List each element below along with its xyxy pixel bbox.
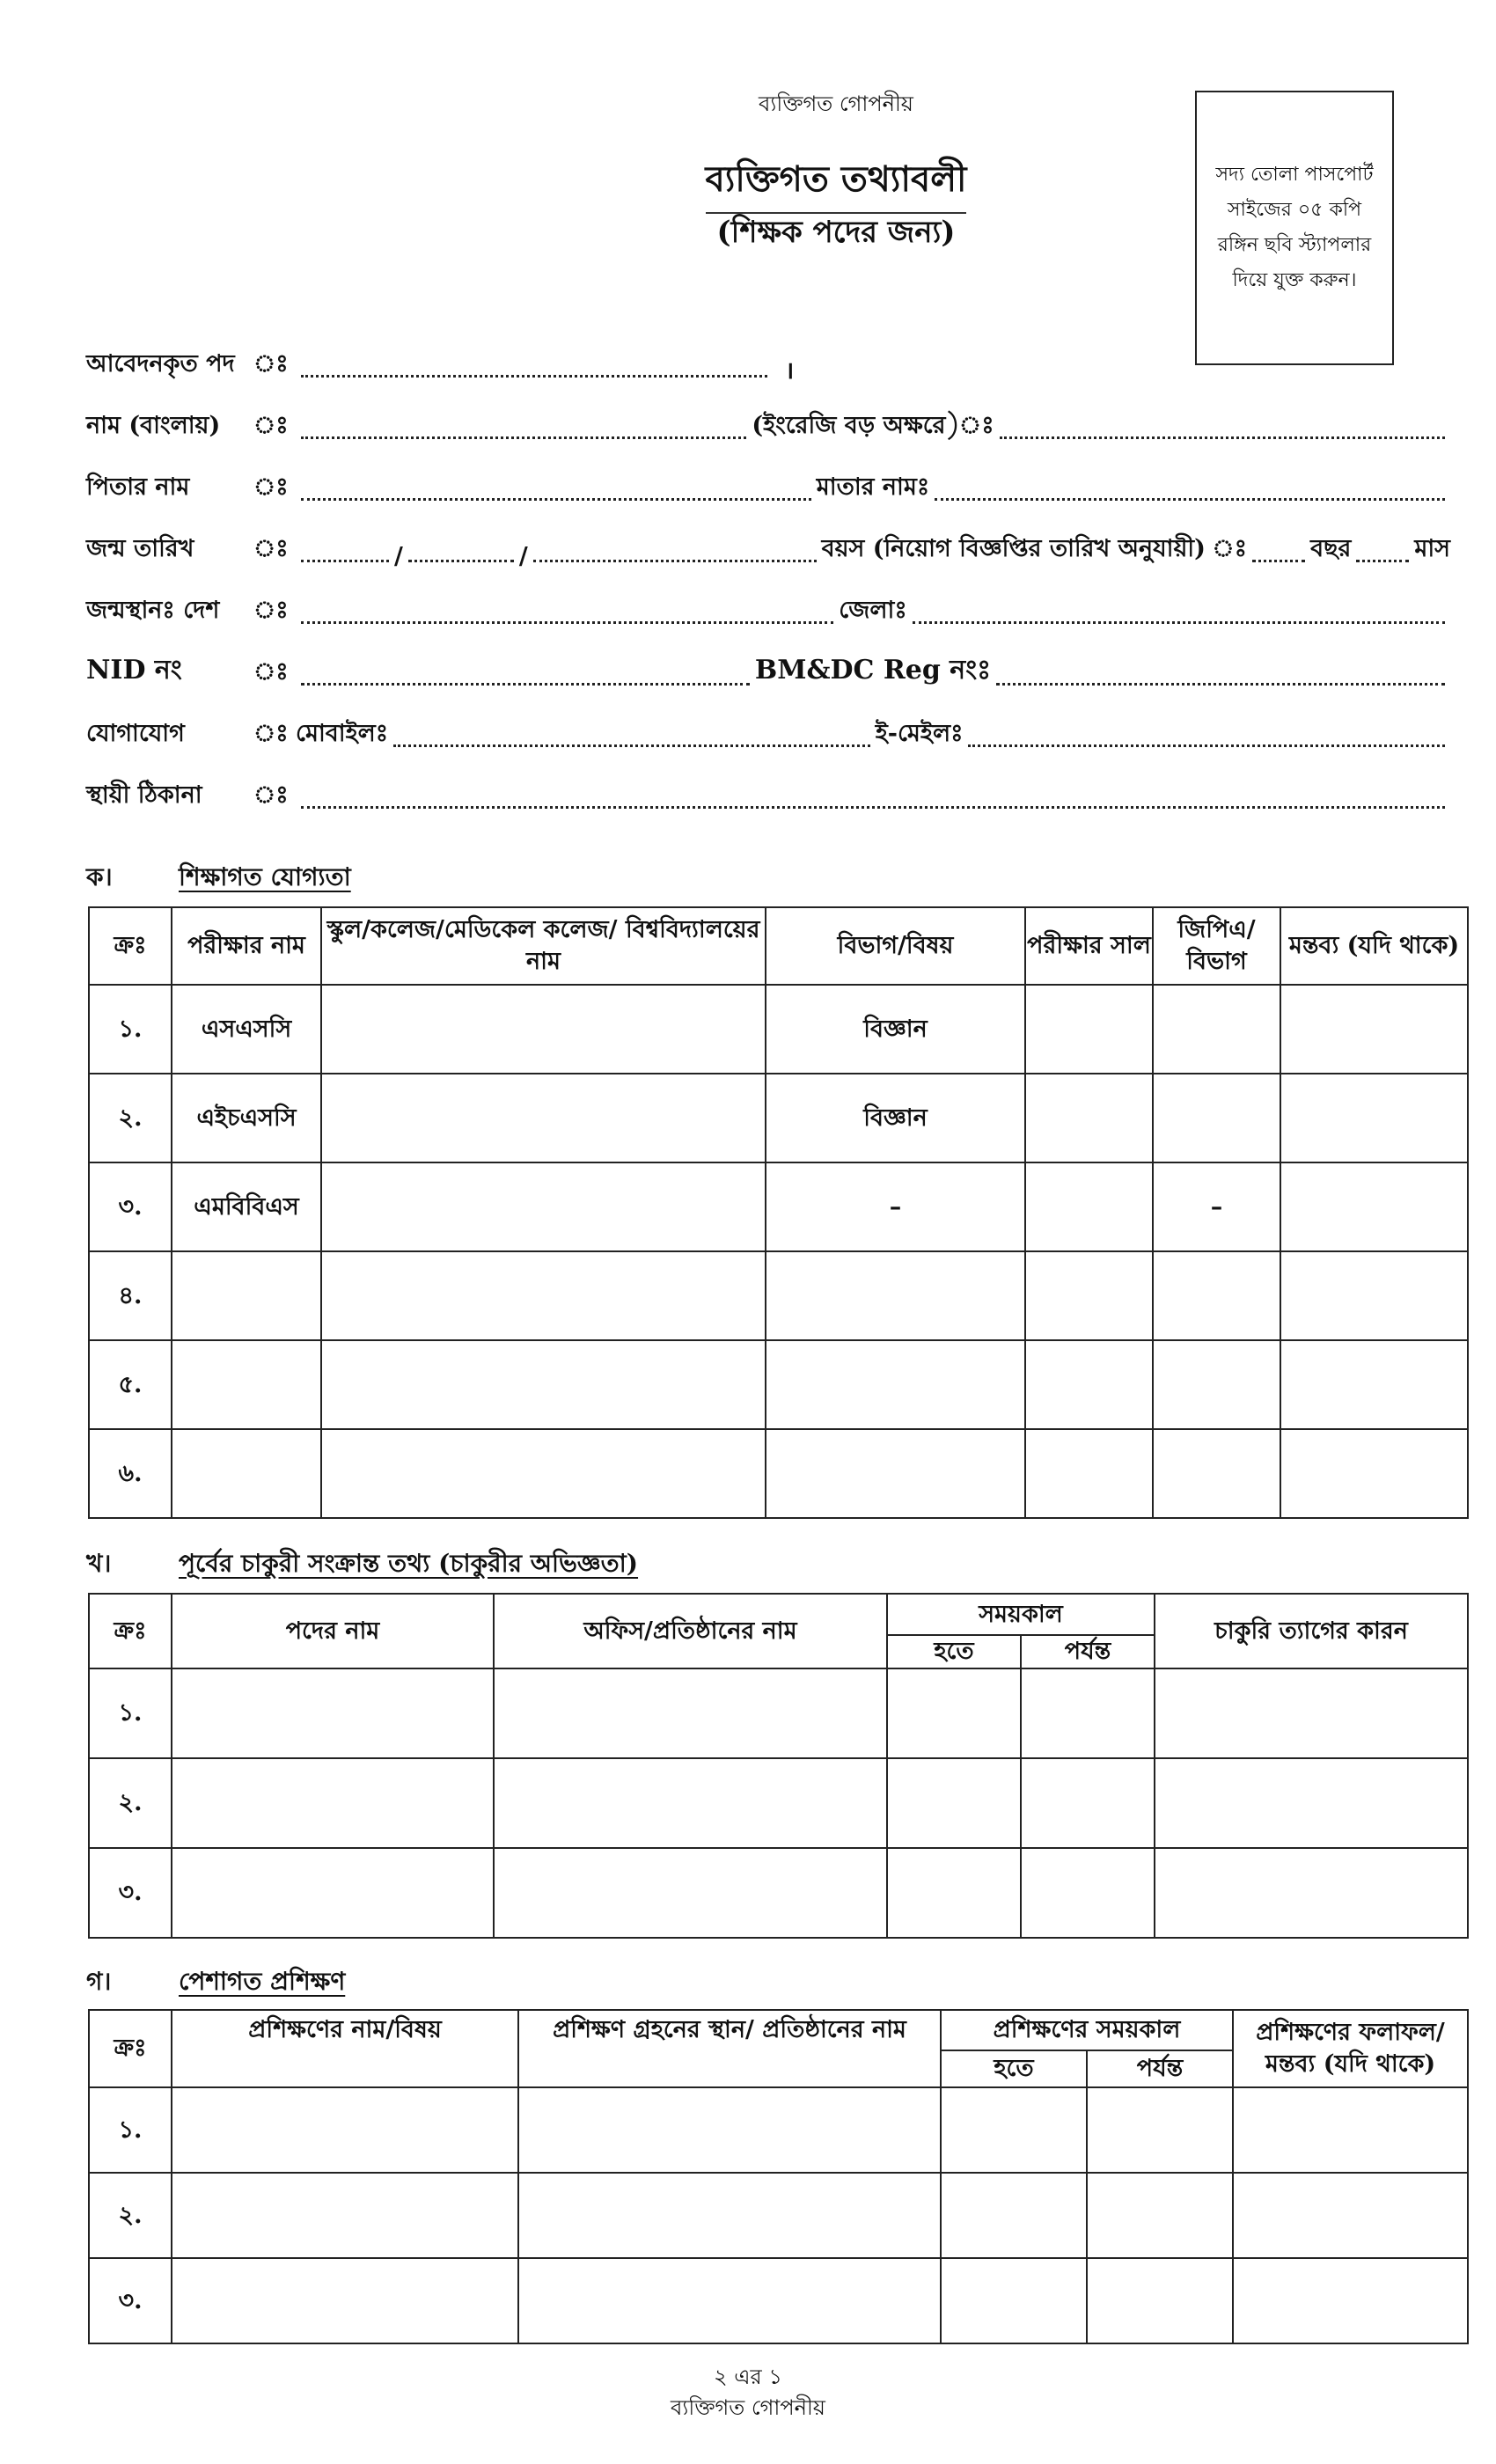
post-field[interactable] (301, 373, 767, 378)
col-training-name: প্রশিক্ষণের নাম/বিষয় (172, 2010, 518, 2087)
table-row (89, 1758, 1468, 1848)
row-from-cell[interactable] (887, 1848, 1021, 1938)
mobile-field[interactable] (393, 743, 870, 747)
address-label: স্থায়ী ঠিকানা (86, 781, 202, 809)
col-office: অফিস/প্রতিষ্ঠানের নাম (494, 1594, 887, 1668)
row-post-cell[interactable] (172, 1668, 494, 1758)
row-serial: ১. (89, 2087, 172, 2173)
row-to-cell[interactable] (1087, 2087, 1233, 2173)
table-row (89, 2087, 1468, 2173)
row-reason-cell[interactable] (1155, 1848, 1468, 1938)
row-training-place-cell[interactable] (518, 2087, 941, 2173)
row-serial: ২. (89, 1074, 172, 1162)
colon: ঃ (253, 720, 289, 747)
row-group[interactable] (766, 1251, 1025, 1340)
col-result: প্রশিক্ষণের ফলাফল/ মন্তব্য (যদি থাকে) (1233, 2010, 1468, 2087)
row-year-cell[interactable] (1025, 985, 1153, 1074)
row-group: বিজ্ঞান (766, 1074, 1025, 1162)
row-reason-cell[interactable] (1155, 1758, 1468, 1848)
row-serial: ৩. (89, 1848, 172, 1938)
row-remarks-cell[interactable] (1280, 1429, 1468, 1518)
col-sl: ক্রঃ (89, 1594, 172, 1668)
row-serial: ৪. (89, 1251, 172, 1340)
row-remarks-cell[interactable] (1280, 1251, 1468, 1340)
col-period: প্রশিক্ষণের সময়কাল (941, 2010, 1233, 2050)
year-label: বছর (1310, 535, 1352, 562)
row-to-cell[interactable] (1021, 1758, 1155, 1848)
row-institution-cell[interactable] (321, 1340, 766, 1429)
col-period: সময়কাল (887, 1594, 1155, 1635)
colon: ঃ (253, 350, 289, 378)
row-institution-cell[interactable] (321, 985, 766, 1074)
section-number: খ। (86, 1549, 112, 1578)
email-field[interactable] (968, 743, 1445, 747)
section-education (86, 858, 351, 899)
table-row (89, 2173, 1468, 2258)
section-title: শিক্ষাগত যোগ্যতা (179, 862, 351, 891)
col-from: হতে (941, 2050, 1087, 2087)
row-post (86, 345, 1450, 385)
photo-box (1195, 91, 1394, 365)
row-institution-cell[interactable] (321, 1074, 766, 1162)
confidential-header: ব্যক্তিগত গোপনীয় (759, 92, 913, 116)
row-office-cell[interactable] (494, 1758, 887, 1848)
dob-sep: / (518, 543, 528, 570)
row-exam[interactable] (172, 1429, 321, 1518)
row-exam[interactable] (172, 1340, 321, 1429)
row-training-place-cell[interactable] (518, 2258, 941, 2343)
col-to: পর্যন্ত (1087, 2050, 1233, 2087)
table-row (89, 1074, 1468, 1162)
mother-label: মাতার নামঃ (816, 473, 930, 501)
table-row (89, 1340, 1468, 1429)
row-office-cell[interactable] (494, 1668, 887, 1758)
row-from-cell[interactable] (887, 1668, 1021, 1758)
section-training (86, 1962, 345, 2004)
district-label: জেলাঃ (839, 597, 907, 624)
row-year-cell[interactable] (1025, 1074, 1153, 1162)
row-from-cell[interactable] (887, 1758, 1021, 1848)
col-group: বিভাগ/বিষয় (766, 907, 1025, 985)
row-gpa[interactable] (1153, 1074, 1280, 1162)
row-office-cell[interactable] (494, 1848, 887, 1938)
row-exam: এমবিবিএস (172, 1162, 321, 1251)
row-exam: এইচএসসি (172, 1074, 321, 1162)
employment-table (88, 1593, 1469, 1939)
table-row (89, 2258, 1468, 2343)
section-number: গ। (86, 1967, 112, 1996)
row-serial: ৬. (89, 1429, 172, 1518)
row-gpa[interactable] (1153, 1340, 1280, 1429)
col-remarks: মন্তব্য (যদি থাকে) (1280, 907, 1468, 985)
row-group: – (766, 1162, 1025, 1251)
page-subtitle: (শিক্ষক পদের জন্য) (716, 215, 956, 250)
row-post-cell[interactable] (172, 1758, 494, 1848)
col-sl: ক্রঃ (89, 907, 172, 985)
col-year: পরীক্ষার সাল (1025, 907, 1153, 985)
row-training-place-cell[interactable] (518, 2173, 941, 2258)
row-to-cell[interactable] (1021, 1668, 1155, 1758)
section-number: ক। (86, 862, 113, 891)
col-post: পদের নাম (172, 1594, 494, 1668)
age-year-field[interactable] (1252, 558, 1305, 562)
col-institution: স্কুল/কলেজ/মেডিকেল কলেজ/ বিশ্ববিদ্যালয়ের নাম (321, 907, 766, 985)
col-gpa: জিপিএ/ বিভাগ (1153, 907, 1280, 985)
row-training-name-cell[interactable] (172, 2258, 518, 2343)
table-header-row (89, 907, 1468, 985)
table-header-row (89, 2010, 1468, 2050)
row-training-name-cell[interactable] (172, 2173, 518, 2258)
post-end: । (785, 357, 795, 385)
table-row (89, 985, 1468, 1074)
row-training-name-cell[interactable] (172, 2087, 518, 2173)
email-label: ই-মেইলঃ (875, 720, 964, 747)
photo-note: সদ্য তোলা পাসপোর্ট সাইজের ০৫ কপি রঙ্গিন ছবি স্ট্যাপলার দিয়ে যুক্ত করুন। (1215, 164, 1374, 291)
post-label: আবেদনকৃত পদ (86, 350, 235, 378)
row-result-cell[interactable] (1233, 2173, 1468, 2258)
row-contact (86, 715, 1450, 755)
row-serial: ১. (89, 985, 172, 1074)
name-en-label: (ইংরেজি বড় অক্ষরে)ঃ (752, 412, 994, 439)
row-remarks-cell[interactable] (1280, 1074, 1468, 1162)
table-header-row (89, 1594, 1468, 1635)
table-row (89, 1668, 1468, 1758)
row-to-cell[interactable] (1087, 2173, 1233, 2258)
col-from: হতে (887, 1635, 1021, 1668)
row-year-cell[interactable] (1025, 1429, 1153, 1518)
birthplace-label: জন্মস্থানঃ দেশ (86, 597, 220, 624)
colon: ঃ (253, 535, 289, 562)
name-bn-label: নাম (বাংলায়) (86, 412, 221, 439)
colon: ঃ (253, 597, 289, 624)
row-parents (86, 468, 1450, 509)
section-employment (86, 1544, 638, 1586)
colon: ঃ (253, 473, 289, 501)
col-exam: পরীক্ষার নাম (172, 907, 321, 985)
col-to: পর্যন্ত (1021, 1635, 1155, 1668)
age-month-field[interactable] (1356, 558, 1409, 562)
father-label: পিতার নাম (86, 473, 190, 501)
nid-label: NID নং (86, 655, 182, 686)
mobile-label: মোবাইলঃ (296, 720, 389, 747)
row-exam: এসএসসি (172, 985, 321, 1074)
row-gpa[interactable] (1153, 1251, 1280, 1340)
bmdc-label: BM&DC Reg নংঃ (754, 655, 992, 686)
row-from-cell[interactable] (941, 2258, 1087, 2343)
page-number: ২ এর ১ (714, 2365, 782, 2389)
father-field[interactable] (301, 496, 811, 501)
row-post-cell[interactable] (172, 1848, 494, 1938)
row-result-cell[interactable] (1233, 2087, 1468, 2173)
row-result-cell[interactable] (1233, 2258, 1468, 2343)
row-year-cell[interactable] (1025, 1251, 1153, 1340)
row-gpa[interactable]: – (1153, 1162, 1280, 1251)
row-serial: ৩. (89, 1162, 172, 1251)
nid-field[interactable] (301, 681, 750, 686)
table-row (89, 1429, 1468, 1518)
row-name (86, 407, 1450, 447)
row-serial: ৫. (89, 1340, 172, 1429)
row-serial: ২. (89, 2173, 172, 2258)
dob-month-field[interactable] (408, 558, 514, 562)
row-group[interactable] (766, 1340, 1025, 1429)
dob-label: জন্ম তারিখ (86, 535, 194, 562)
row-to-cell[interactable] (1087, 2258, 1233, 2343)
page-title: ব্যক্তিগত তথ্যাবলী (706, 151, 967, 214)
row-reason-cell[interactable] (1155, 1668, 1468, 1758)
section-title: পূর্বের চাকুরী সংক্রান্ত তথ্য (চাকুরীর অভিজ্ঞতা) (179, 1549, 639, 1578)
row-year-cell[interactable] (1025, 1162, 1153, 1251)
table-row (89, 1251, 1468, 1340)
country-field[interactable] (301, 620, 833, 624)
row-exam[interactable] (172, 1251, 321, 1340)
dob-year-field[interactable] (533, 558, 817, 562)
training-table (88, 2009, 1469, 2344)
title-wrap (440, 151, 1232, 214)
month-label: মাস (1414, 535, 1450, 562)
row-address (86, 776, 1450, 817)
colon: ঃ (253, 658, 289, 686)
col-training-place: প্রশিক্ষণ গ্রহনের স্থান/ প্রতিষ্ঠানের নাম (518, 2010, 941, 2087)
row-remarks-cell[interactable] (1280, 1162, 1468, 1251)
bmdc-field[interactable] (996, 681, 1445, 686)
row-serial: ১. (89, 1668, 172, 1758)
dob-sep: / (394, 543, 403, 570)
row-year-cell[interactable] (1025, 1340, 1153, 1429)
row-from-cell[interactable] (941, 2087, 1087, 2173)
colon: ঃ (253, 781, 289, 809)
name-en-field[interactable] (1000, 435, 1445, 439)
education-table (88, 906, 1469, 1519)
contact-label: যোগাযোগ (86, 720, 185, 747)
row-nid (86, 653, 1450, 693)
row-remarks-cell[interactable] (1280, 985, 1468, 1074)
row-serial: ৩. (89, 2258, 172, 2343)
section-title: পেশাগত প্রশিক্ষণ (179, 1967, 346, 1996)
district-field[interactable] (913, 620, 1445, 624)
row-serial: ২. (89, 1758, 172, 1848)
dob-day-field[interactable] (301, 558, 389, 562)
row-institution-cell[interactable] (321, 1251, 766, 1340)
row-group: বিজ্ঞান (766, 985, 1025, 1074)
row-from-cell[interactable] (941, 2173, 1087, 2258)
col-reason: চাকুরি ত্যাগের কারন (1155, 1594, 1468, 1668)
row-to-cell[interactable] (1021, 1848, 1155, 1938)
row-remarks-cell[interactable] (1280, 1340, 1468, 1429)
mother-field[interactable] (935, 496, 1445, 501)
row-birthplace (86, 591, 1450, 632)
row-gpa[interactable] (1153, 985, 1280, 1074)
table-row (89, 1162, 1468, 1251)
row-dob (86, 530, 1450, 570)
name-bn-field[interactable] (301, 435, 746, 439)
address-field[interactable] (301, 804, 1445, 809)
row-gpa[interactable] (1153, 1429, 1280, 1518)
table-row (89, 1848, 1468, 1938)
confidential-footer: ব্যক্তিগত গোপনীয় (671, 2395, 825, 2420)
row-institution-cell[interactable] (321, 1429, 766, 1518)
age-label: বয়স (নিয়োগ বিজ্ঞপ্তির তারিখ অনুযায়ী) ঃ (821, 535, 1248, 562)
row-institution-cell[interactable] (321, 1162, 766, 1251)
row-group[interactable] (766, 1429, 1025, 1518)
col-sl: ক্রঃ (89, 2010, 172, 2087)
colon: ঃ (253, 412, 289, 439)
